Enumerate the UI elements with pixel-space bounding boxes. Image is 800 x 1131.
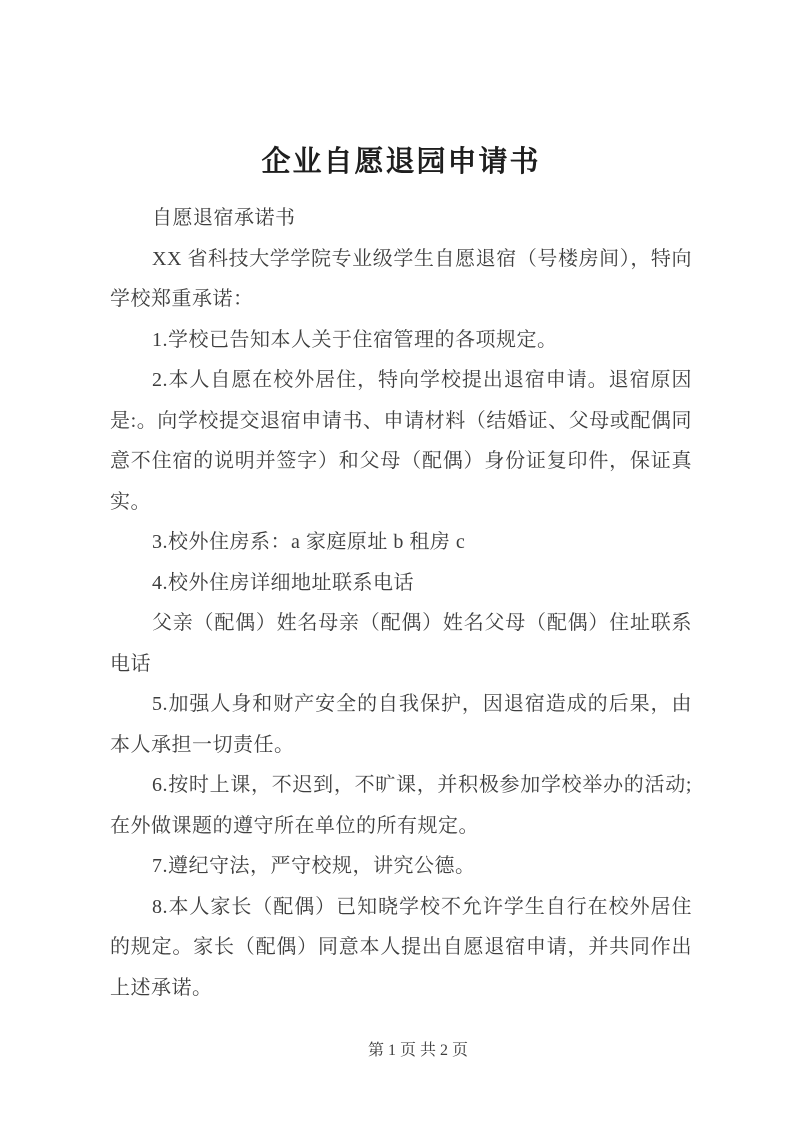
paragraph-item-7: 7.遵纪守法，严守校规，讲究公德。	[152, 855, 476, 877]
paragraph-item-8: 8.本人家长（配偶）已知晓学校不允许学生自行在校外居住的规定。家长（配偶）同意本人提出自愿退宿申请，并共同作出上述承诺。	[110, 895, 692, 999]
page-number-indicator: 第 1 页 共 2 页	[367, 1042, 468, 1059]
paragraph-subtitle: 自愿退宿承诺书	[152, 207, 296, 229]
document-title: 企业自愿退园申请书	[261, 146, 541, 178]
paragraph-item-2: 2.本人自愿在校外居住，特向学校提出退宿申请。退宿原因是:。向学校提交退宿申请书、申请材料（结婚证、父母或配偶同意不住宿的说明并签字）和父母（配偶）身份证复印件，保证真实。	[110, 369, 692, 513]
document-body	[110, 140, 692, 1008]
paragraph-item-4: 4.校外住房详细地址联系电话	[152, 571, 414, 594]
paragraph-item-6: 6.按时上课，不迟到，不旷课，并积极参加学校举办的活动;在外做课题的遵守所在单位的所有规定。	[110, 774, 692, 837]
paragraph-item-3: 3.校外住房系：a 家庭原址 b 租房 c	[152, 531, 466, 553]
paragraph-item-5: 5.加强人身和财产安全的自我保护，因退宿造成的后果，由本人承担一切责任。	[110, 693, 692, 756]
paragraph-item-1: 1.学校已告知本人关于住宿管理的各项规定。	[152, 328, 558, 351]
paragraph-intro: XX 省科技大学学院专业级学生自愿退宿（号楼房间），特向学校郑重承诺：	[110, 247, 692, 310]
paragraph-parents-info: 父亲（配偶）姓名母亲（配偶）姓名父母（配偶）住址联系电话	[110, 612, 692, 675]
